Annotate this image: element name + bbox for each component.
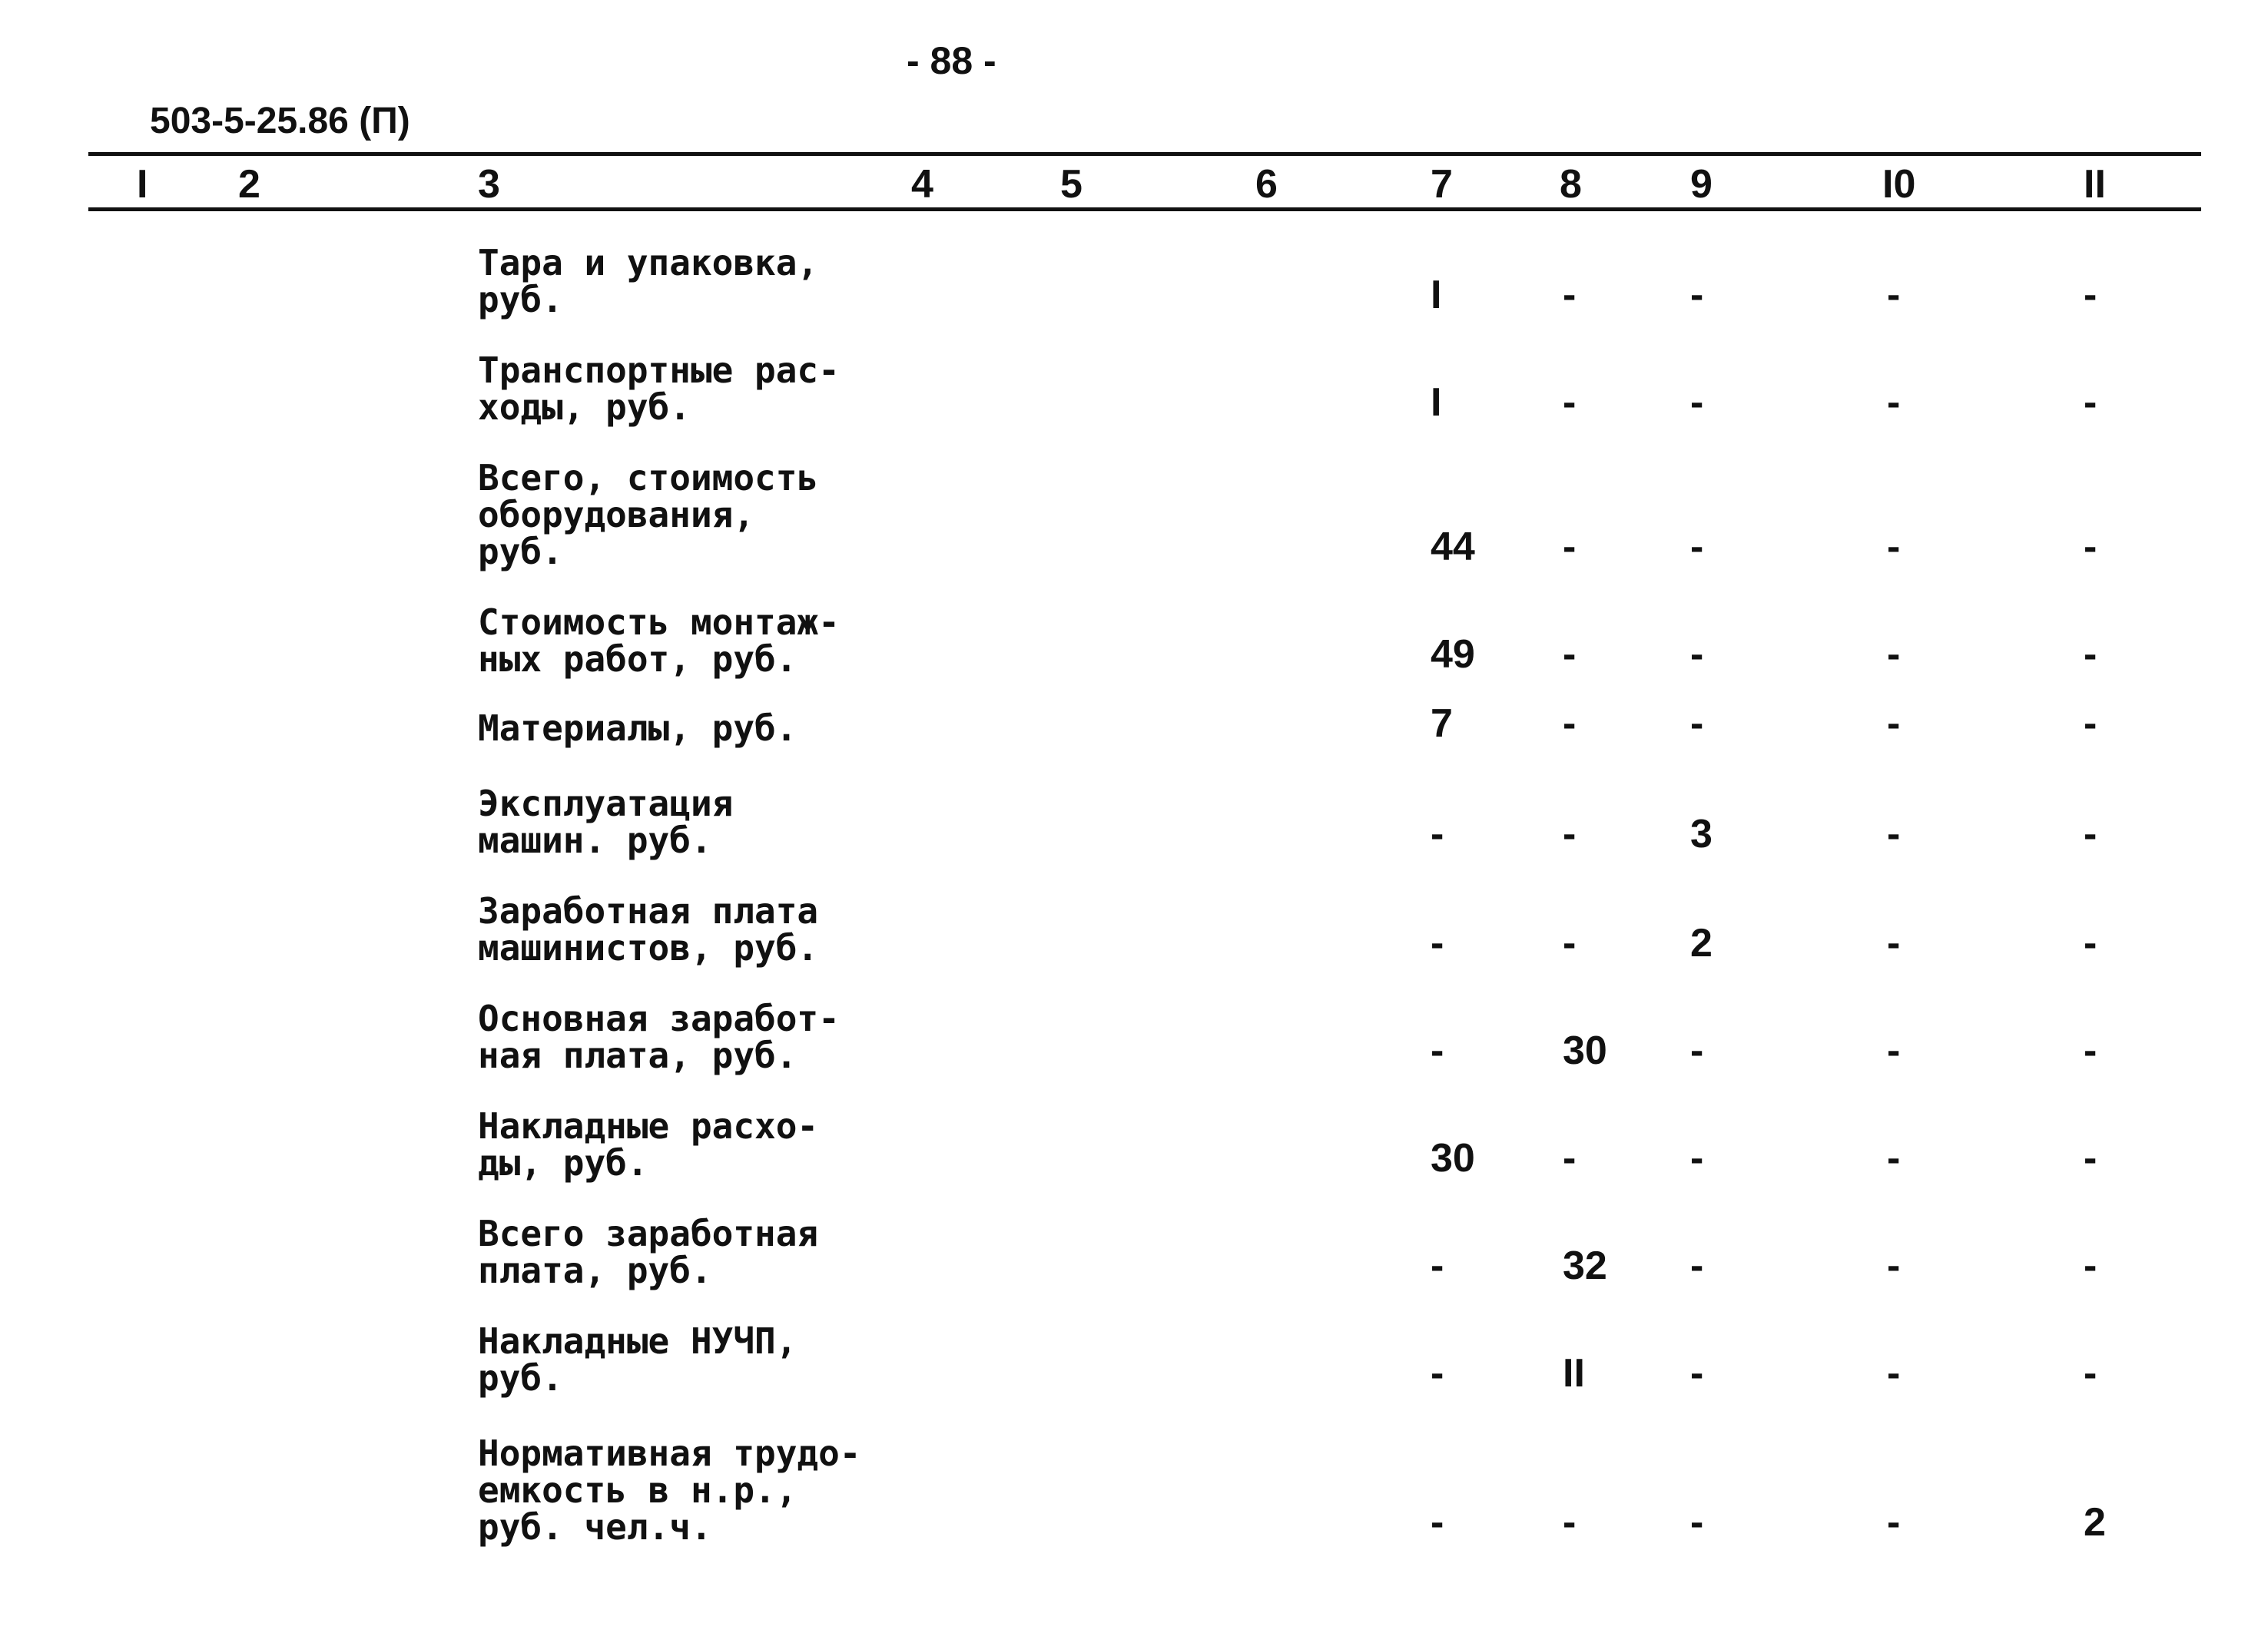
header-col-9: 9 — [1690, 162, 1713, 207]
cell-col-8: - — [1563, 273, 1577, 317]
cell-col-7: 30 — [1431, 1136, 1475, 1181]
cell-col-7: 7 — [1431, 701, 1453, 746]
cell-col-7: - — [1431, 1351, 1444, 1396]
row-label: Основная заработ- ная плата, руб. — [478, 998, 840, 1076]
cell-col-7: - — [1431, 812, 1444, 856]
cell-col-7: - — [1431, 1500, 1444, 1545]
cell-col-7: - — [1431, 1244, 1444, 1288]
cell-col-11: - — [2084, 921, 2097, 966]
row-label: Материалы, руб. — [478, 707, 797, 749]
header-col-5: 5 — [1060, 162, 1083, 207]
cell-col-8: 30 — [1563, 1028, 1607, 1073]
cell-col-9: - — [1690, 1028, 1704, 1073]
cell-col-11: - — [2084, 380, 2097, 425]
header-col-10: I0 — [1882, 162, 1916, 207]
cell-col-10: - — [1887, 1244, 1901, 1288]
header-col-1: I — [137, 162, 148, 207]
row-label: Нормативная трудо- емкость в н.р., руб. чел.ч. — [478, 1433, 861, 1548]
cell-col-10: - — [1887, 921, 1901, 966]
row-label: Эксплуатация машин. руб. — [478, 783, 734, 861]
row-label: Всего заработная плата, руб. — [478, 1213, 819, 1291]
header-col-7: 7 — [1431, 162, 1453, 207]
cell-col-8: - — [1563, 921, 1577, 966]
cell-col-8: - — [1563, 812, 1577, 856]
cell-col-9: 3 — [1690, 812, 1713, 856]
cell-col-10: - — [1887, 525, 1901, 569]
cell-col-7: I — [1431, 273, 1442, 317]
row-label: Всего, стоимость оборудования, руб. — [478, 457, 819, 572]
cell-col-8: - — [1563, 525, 1577, 569]
row-label: Заработная плата машинистов, руб. — [478, 890, 819, 969]
row-label: Накладные расхо- ды, руб. — [478, 1105, 819, 1184]
cell-col-11: - — [2084, 812, 2097, 856]
header-col-6: 6 — [1255, 162, 1278, 207]
page-number: - 88 - — [907, 39, 996, 82]
row-label: Транспортные рас- ходы, руб. — [478, 349, 840, 428]
header-rule-bottom — [88, 207, 2201, 211]
cell-col-8: - — [1563, 701, 1577, 746]
cell-col-8: - — [1563, 632, 1577, 677]
cell-col-10: - — [1887, 1500, 1901, 1545]
cell-col-10: - — [1887, 1351, 1901, 1396]
cell-col-7: I — [1431, 380, 1442, 425]
cell-col-8: - — [1563, 1136, 1577, 1181]
cell-col-9: - — [1690, 1500, 1704, 1545]
cell-col-7: - — [1431, 1028, 1444, 1073]
cell-col-11: - — [2084, 1028, 2097, 1073]
cell-col-10: - — [1887, 273, 1901, 317]
cell-col-10: - — [1887, 701, 1901, 746]
cell-col-7: 49 — [1431, 632, 1475, 677]
cell-col-11: - — [2084, 701, 2097, 746]
row-label: Стоимость монтаж- ных работ, руб. — [478, 601, 840, 680]
cell-col-8: 32 — [1563, 1244, 1607, 1288]
cell-col-9: - — [1690, 1351, 1704, 1396]
cell-col-8: II — [1563, 1351, 1585, 1396]
header-col-4: 4 — [911, 162, 933, 207]
cell-col-11: - — [2084, 273, 2097, 317]
header-rule-top — [88, 152, 2201, 156]
cell-col-10: - — [1887, 632, 1901, 677]
cell-col-11: - — [2084, 1351, 2097, 1396]
cell-col-7: - — [1431, 921, 1444, 966]
cell-col-9: - — [1690, 632, 1704, 677]
cell-col-8: - — [1563, 380, 1577, 425]
header-col-11: II — [2084, 162, 2106, 207]
cell-col-10: - — [1887, 1136, 1901, 1181]
cell-col-9: 2 — [1690, 921, 1713, 966]
cell-col-10: - — [1887, 380, 1901, 425]
header-col-3: 3 — [478, 162, 500, 207]
header-col-8: 8 — [1560, 162, 1582, 207]
cell-col-9: - — [1690, 701, 1704, 746]
cell-col-11: - — [2084, 1244, 2097, 1288]
cell-col-9: - — [1690, 1136, 1704, 1181]
cell-col-9: - — [1690, 380, 1704, 425]
cell-col-9: - — [1690, 273, 1704, 317]
row-label: Накладные НУЧП, руб. — [478, 1320, 797, 1399]
document-code: 503-5-25.86 (П) — [150, 101, 410, 141]
cell-col-7: 44 — [1431, 525, 1475, 569]
cell-col-11: - — [2084, 1136, 2097, 1181]
cell-col-11: 2 — [2084, 1500, 2106, 1545]
cell-col-9: - — [1690, 1244, 1704, 1288]
row-label: Тара и упаковка, руб. — [478, 242, 819, 320]
cell-col-11: - — [2084, 632, 2097, 677]
cell-col-10: - — [1887, 812, 1901, 856]
cell-col-8: - — [1563, 1500, 1577, 1545]
header-col-2: 2 — [238, 162, 260, 207]
cell-col-9: - — [1690, 525, 1704, 569]
cell-col-10: - — [1887, 1028, 1901, 1073]
cell-col-11: - — [2084, 525, 2097, 569]
